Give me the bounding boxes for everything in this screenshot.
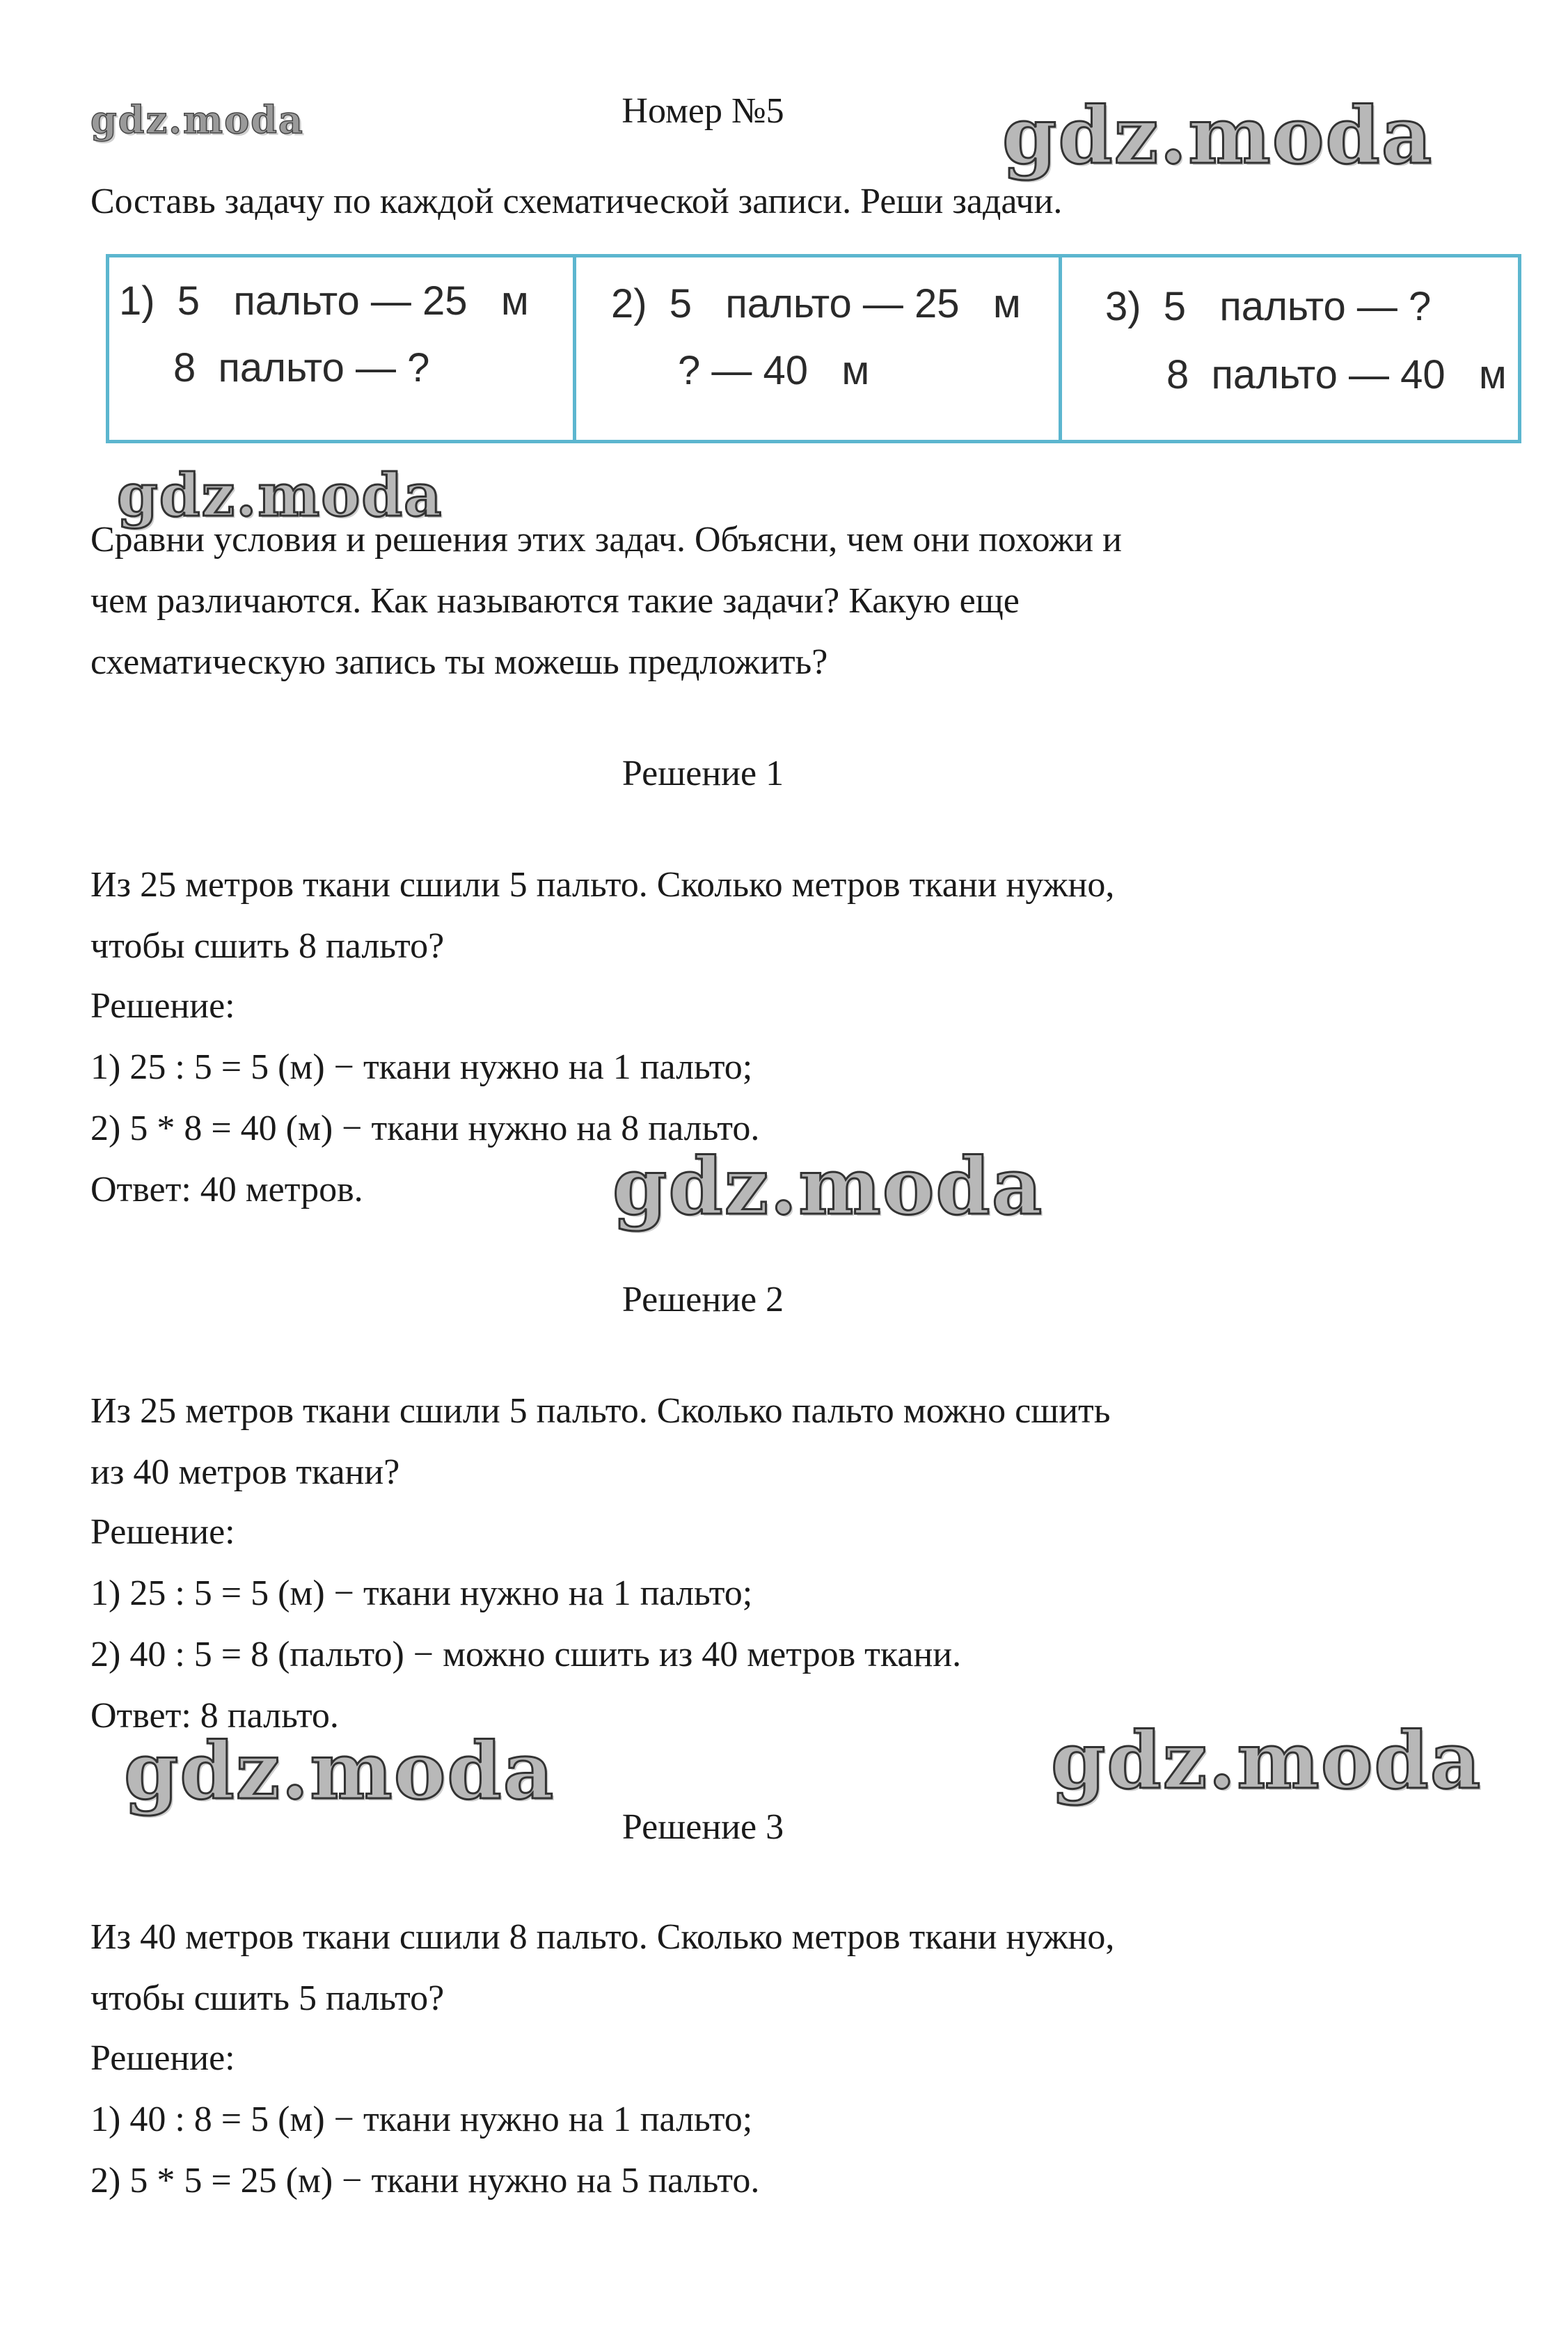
question-line: Сравни условия и решения этих задач. Объясни, чем они похожи и	[90, 520, 1122, 560]
problem-text: Из 40 метров ткани сшили 8 пальто. Сколько метров ткани нужно,	[90, 1917, 1115, 1957]
scheme-cell-1-line-1: 1) 5 пальто — 25 м	[119, 278, 529, 324]
problem-text: из 40 метров ткани?	[90, 1452, 400, 1492]
problem-text: Из 25 метров ткани сшили 5 пальто. Сколько пальто можно сшить	[90, 1391, 1111, 1431]
solution-label: Решение:	[90, 986, 235, 1026]
question-line: схематическую запись ты можешь предложить?	[90, 642, 828, 682]
question-line: чем различаются. Как называются такие задачи? Какую еще	[90, 581, 1020, 621]
watermark-logo: gdz.moda	[90, 97, 304, 142]
solution-step: 1) 25 : 5 = 5 (м) − ткани нужно на 1 пальто;	[90, 1047, 753, 1087]
solution-step: 1) 25 : 5 = 5 (м) − ткани нужно на 1 пальто;	[90, 1573, 753, 1613]
problem-text: Из 25 метров ткани сшили 5 пальто. Сколько метров ткани нужно,	[90, 865, 1115, 905]
problem-text: чтобы сшить 8 пальто?	[90, 926, 445, 966]
solution-heading: Решение 1	[621, 754, 784, 793]
solution-label: Решение:	[90, 2038, 235, 2078]
solution-step: 2) 40 : 5 = 8 (пальто) − можно сшить из 40 метров ткани.	[90, 1635, 962, 1674]
solution-label: Решение:	[90, 1512, 235, 1552]
page-title: Номер №5	[621, 91, 784, 131]
watermark-logo: gdz.moda	[1051, 1715, 1482, 1807]
scheme-cell-2	[573, 257, 1059, 440]
scheme-cell-2-line-1: 2) 5 пальто — 25 м	[611, 281, 1021, 326]
scheme-cell-1-line-2: 8 пальто — ?	[173, 345, 430, 390]
scheme-cell-3	[1059, 257, 1518, 440]
watermark-logo: gdz.moda	[117, 461, 443, 530]
watermark-logo: gdz.moda	[1002, 90, 1434, 182]
solution-heading: Решение 2	[621, 1280, 784, 1319]
scheme-cell-3-line-1: 3) 5 пальто — ?	[1105, 284, 1432, 329]
scheme-cell-1	[109, 257, 573, 440]
task-statement: Составь задачу по каждой схематической записи. Реши задачи.	[90, 182, 1063, 221]
solution-heading: Решение 3	[621, 1807, 784, 1847]
watermark-logo: gdz.moda	[124, 1726, 555, 1817]
solution-step: 2) 5 * 8 = 40 (м) − ткани нужно на 8 пальто.	[90, 1109, 760, 1148]
scheme-table	[106, 254, 1521, 443]
watermark-logo: gdz.moda	[612, 1141, 1044, 1232]
solution-step: 2) 5 * 5 = 25 (м) − ткани нужно на 5 пальто.	[90, 2161, 760, 2200]
scheme-cell-2-line-2: ? — 40 м	[678, 348, 870, 393]
problem-text: чтобы сшить 5 пальто?	[90, 1978, 445, 2018]
solution-answer: Ответ: 8 пальто.	[90, 1696, 339, 1736]
solution-step: 1) 40 : 8 = 5 (м) − ткани нужно на 1 пальто;	[90, 2100, 753, 2139]
solution-answer: Ответ: 40 метров.	[90, 1170, 363, 1209]
scheme-cell-3-line-2: 8 пальто — 40 м	[1166, 352, 1507, 397]
